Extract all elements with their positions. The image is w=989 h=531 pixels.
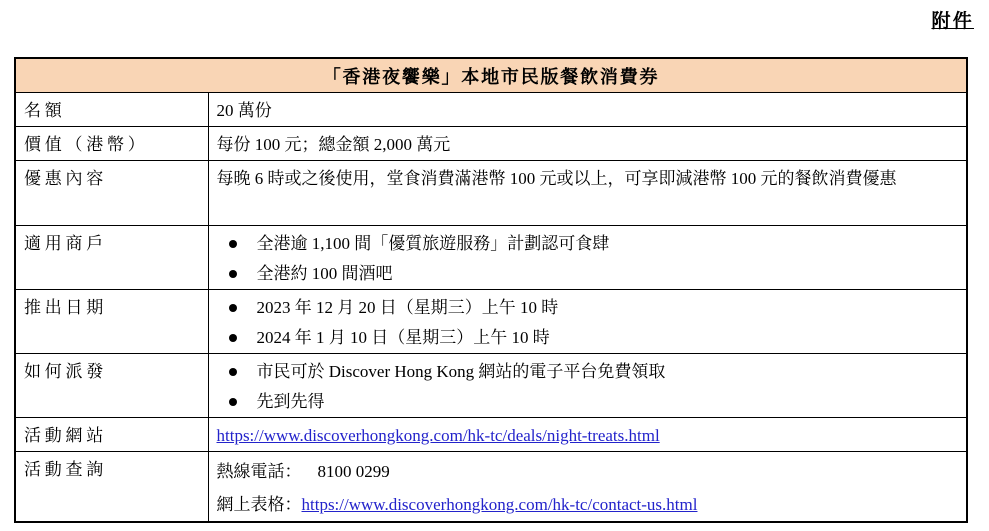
online-form-line — [217, 488, 959, 521]
bullet-icon — [229, 270, 237, 278]
contact-us-link[interactable]: https://www.discoverhongkong.com/hk-tc/contact-us.html — [301, 495, 698, 514]
row-value-merchants — [208, 226, 967, 290]
table-row — [15, 418, 967, 452]
bullet-icon — [229, 240, 237, 248]
table-row — [15, 127, 967, 161]
row-value-offer: 每晚 6 時或之後使用，堂食消費滿港幣 100 元或以上，可享即減港幣 100 元的餐飲消費優惠 — [208, 161, 967, 226]
bullet-text: 市民可於 Discover Hong Kong 網站的電子平台免費領取 — [256, 362, 666, 381]
hotline-number: 8100 0299 — [317, 462, 390, 481]
bullet-text: 先到先得 — [256, 392, 325, 411]
row-value-distribution — [208, 354, 967, 418]
bullet-text: 全港約 100 間酒吧 — [256, 264, 393, 283]
row-label-quota: 名額 — [15, 93, 208, 127]
table-row — [15, 93, 967, 127]
bullet-text: 2023 年 12 月 20 日（星期三）上午 10 時 — [256, 298, 559, 317]
table-row — [15, 354, 967, 418]
bullet-item — [209, 387, 959, 417]
bullet-text: 2024 年 1 月 10 日（星期三）上午 10 時 — [256, 328, 550, 347]
voucher-info-table — [14, 57, 968, 523]
table-title: 「香港夜饗樂」本地市民版餐飲消費券 — [15, 58, 967, 93]
hotline-label: 熱線電話： — [216, 462, 302, 481]
bullet-icon — [229, 368, 237, 376]
bullet-item — [209, 229, 959, 259]
bullet-icon — [229, 334, 237, 342]
row-label-launch: 推出日期 — [15, 290, 208, 354]
bullet-item — [209, 293, 959, 323]
bullet-text: 全港逾 1,100 間「優質旅遊服務」計劃認可食肆 — [256, 234, 610, 253]
table-row — [15, 452, 967, 523]
table-row — [15, 226, 967, 290]
bullet-icon — [229, 398, 237, 406]
row-label-merchants: 適用商戶 — [15, 226, 208, 290]
table-title-row — [15, 58, 967, 93]
row-label-offer: 優惠內容 — [15, 161, 208, 226]
table-row — [15, 290, 967, 354]
hotline-line — [217, 455, 959, 488]
row-value-launch — [208, 290, 967, 354]
bullet-item — [209, 323, 959, 353]
row-value-website — [208, 418, 967, 452]
event-website-link[interactable]: https://www.discoverhongkong.com/hk-tc/deals/night-treats.html — [216, 426, 660, 445]
online-form-label: 網上表格： — [216, 495, 302, 514]
row-label-distribution: 如何派發 — [15, 354, 208, 418]
row-label-value: 價值（港幣） — [15, 127, 208, 161]
bullet-item — [209, 357, 959, 387]
table-row — [15, 161, 967, 226]
row-value-quota: 20 萬份 — [208, 93, 967, 127]
row-label-website: 活動網站 — [15, 418, 208, 452]
row-label-enquiry: 活動查詢 — [15, 452, 208, 523]
attachment-label: 附件 — [931, 11, 974, 32]
row-value-value: 每份 100 元；總金額 2,000 萬元 — [208, 127, 967, 161]
row-value-enquiry — [208, 452, 967, 523]
bullet-icon — [229, 304, 237, 312]
bullet-item — [209, 259, 959, 289]
